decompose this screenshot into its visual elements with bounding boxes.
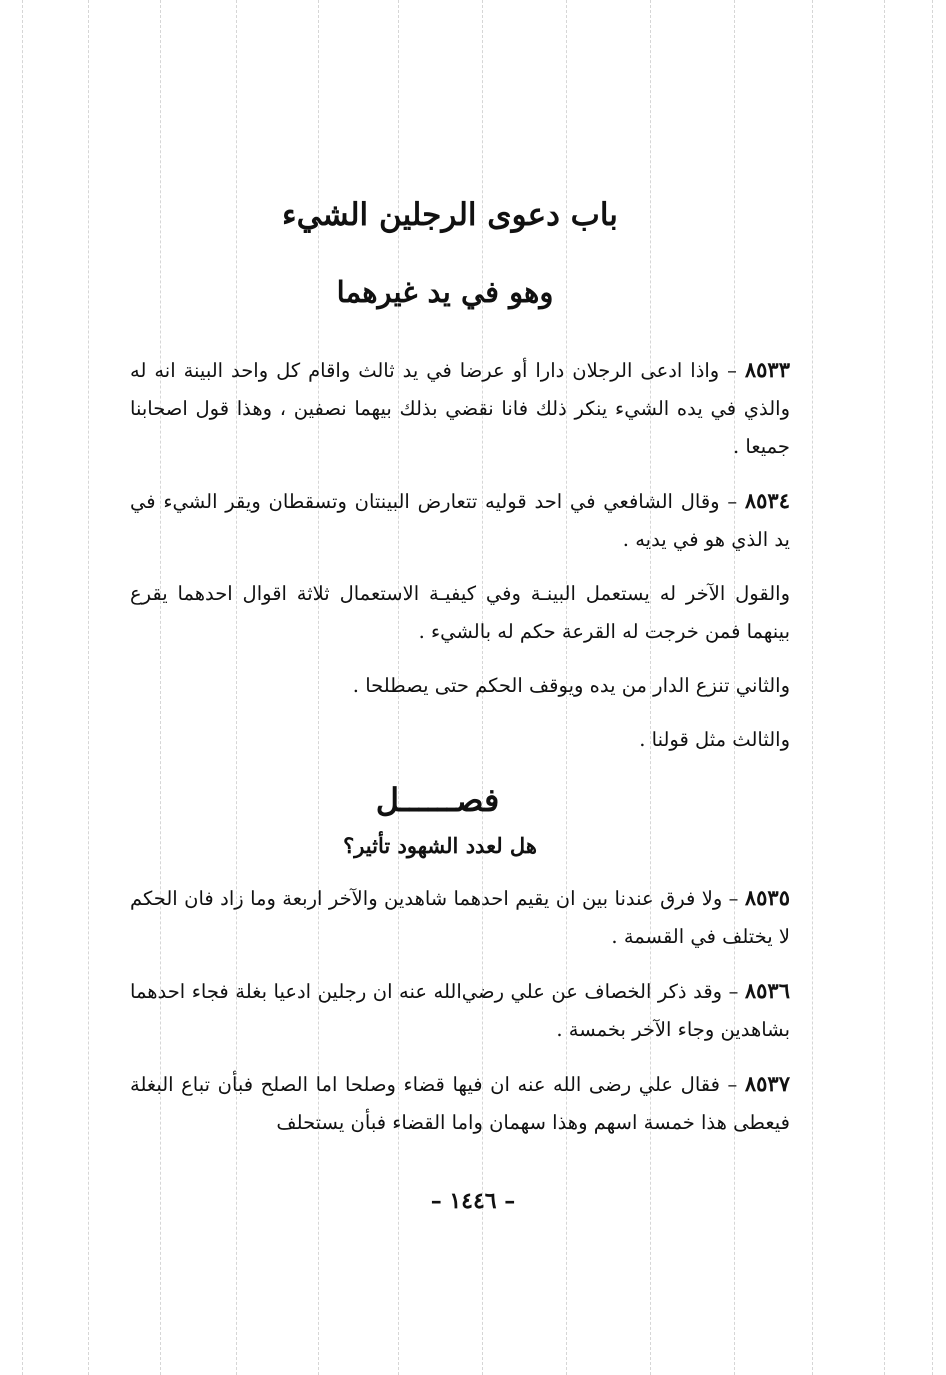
paragraph-number: ٨٥٣٤ <box>744 488 790 513</box>
paragraph-8537 <box>130 1065 790 1142</box>
paragraph-number: ٨٥٣٦ <box>744 978 790 1003</box>
chapter-title: باب دعوى الرجلين الشيء <box>282 197 618 233</box>
section-subtitle: هل لعدد الشهود تأثير؟ <box>343 833 537 858</box>
paragraph-number: ٨٥٣٧ <box>744 1071 790 1096</box>
page-number: – ١٤٤٦ – <box>430 1188 516 1214</box>
paragraph-text: – فقال علي رضى الله عنه ان فيها قضاء وصلحا اما الصلح فبأن تباع البغلة فيعطى هذا خمسة اسهم وهذا سهمان واما القضاء فبأن يستحلف <box>130 1073 790 1134</box>
paragraph-text: والقول الآخر له يستعمل البينـة وفي كيفيـة الاستعمال ثلاثة اقوال احدهما يقرع بينهما فمن خرجت له القرعة حكم له بالشيء . <box>130 582 790 643</box>
paragraph-text: – وقد ذكر الخصاف عن علي رضي‌الله عنه ان رجلين ادعيا بغلة فجاء احدهما بشاهدين وجاء الآخر بخمسة . <box>130 980 790 1041</box>
paragraph-text: والثاني تنزع الدار من يده ويوقف الحكم حتى يصطلحا . <box>352 674 790 697</box>
chapter-subtitle: وهو في يد غيرهما <box>336 275 554 309</box>
paragraph-8536 <box>130 972 790 1049</box>
paragraph-text: والثالث مثل قولنا . <box>639 728 790 751</box>
paragraph-text: – ولا فرق عندنا بين ان يقيم احدهما شاهدين والآخر اربعة وما زاد فان الحكم لا يختلف في القسمة . <box>130 887 790 948</box>
book-page <box>130 195 790 1142</box>
paragraph-8533 <box>130 351 790 466</box>
paragraph-third-opinion <box>130 721 790 759</box>
paragraph-8534 <box>130 482 790 559</box>
paragraph-number: ٨٥٣٥ <box>744 885 790 910</box>
paragraph-8535 <box>130 879 790 956</box>
paragraph-other-opinion <box>130 575 790 651</box>
paragraph-text: – وقال الشافعي في احد قوليه تتعارض البينتان وتسقطان ويقر الشيء في يد الذي هو في يديه . <box>130 490 790 551</box>
paragraph-number: ٨٥٣٣ <box>744 357 790 382</box>
section-title: فصــــــل <box>375 781 500 819</box>
paragraph-text: – واذا ادعى الرجلان دارا أو عرضا في يد ثالث واقام كل واحد البينة انه له والذي في يده الشيء ينكر ذلك فانا نقضي بذلك بيهما نصفين ، وهذا قول اصحابنا جميعا . <box>130 359 790 458</box>
paragraph-second-opinion <box>130 667 790 705</box>
